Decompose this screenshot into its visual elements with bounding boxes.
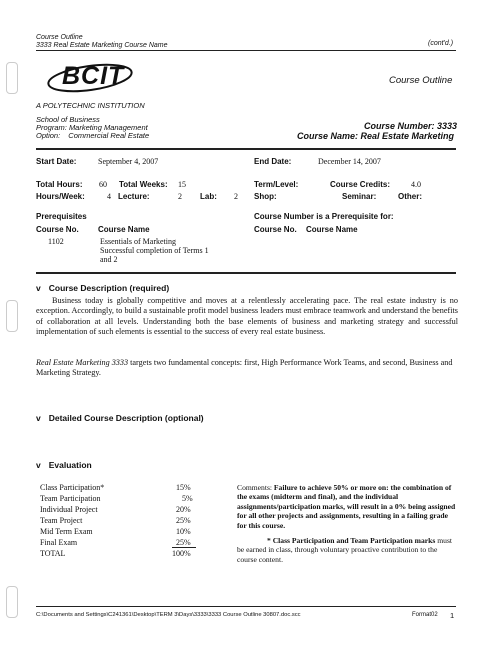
- table-row: [40, 527, 93, 536]
- table-row: [40, 494, 101, 503]
- prereq-for-col-course-name: Course Name: [306, 225, 358, 234]
- info-top-rule: [36, 148, 456, 150]
- eval-pct: 100%: [172, 549, 191, 558]
- eval-pct: 15%: [176, 483, 191, 492]
- course-title-italic: Real Estate Marketing 3333: [36, 358, 129, 367]
- info-bottom-rule: [36, 272, 456, 274]
- evaluation-heading: [36, 460, 92, 470]
- prerequisites-title: Prerequisites: [36, 212, 87, 221]
- option-row: [36, 131, 149, 140]
- course-credits-value: 4.0: [411, 180, 421, 189]
- total-rule: [172, 547, 196, 548]
- prereq-for-col-course-no: Course No.: [254, 225, 297, 234]
- prereq-course-no: 1102: [48, 237, 64, 246]
- table-row: [40, 505, 98, 514]
- table-row: [176, 538, 191, 547]
- comments-text: Failure to achieve 50% or more on: the combination of the exams (midterm and final), and the individual assignments/participation marks, will result in a 0% being assigned for all other projects and assignments, resulting in a failing grade for this course.: [237, 483, 456, 530]
- lecture-value: 2: [178, 192, 182, 201]
- footer-form: Format02: [412, 612, 438, 618]
- footer-rule: [36, 606, 456, 607]
- bullet-v: v: [36, 460, 41, 470]
- prereq-course-name-2: Successful completion of Terms 1: [100, 246, 209, 255]
- page-number: 1: [450, 611, 455, 620]
- running-header-line1: Course Outline: [36, 34, 83, 41]
- table-row: [172, 549, 191, 558]
- lab-label: Lab:: [200, 192, 217, 201]
- hours-week-value: 4: [107, 192, 111, 201]
- table-row: [176, 505, 191, 514]
- eval-label: Mid Term Exam: [40, 527, 93, 536]
- total-weeks-label: Total Weeks:: [119, 180, 168, 189]
- note-lead: * Class Participation and Team Participation marks: [267, 536, 436, 545]
- other-label: Other:: [398, 192, 422, 201]
- binder-hole-middle: [6, 300, 18, 332]
- option-label: Option:: [36, 131, 61, 140]
- description-text: targets two fundamental concepts: first, High Performance Work Teams, and second, Business and Marketing Strategy.: [36, 358, 453, 378]
- logo-tagline: A POLYTECHNIC INSTITUTION: [36, 101, 145, 110]
- seminar-label: Seminar:: [342, 192, 377, 201]
- eval-label: Final Exam: [40, 538, 78, 547]
- eval-pct: 20%: [176, 505, 191, 514]
- eval-pct: 5%: [182, 494, 193, 503]
- logo-wordmark: BCIT: [62, 62, 125, 90]
- table-row: [176, 483, 191, 492]
- start-date-value: September 4, 2007: [98, 157, 159, 166]
- binder-hole-bottom: [6, 586, 18, 618]
- course-name: Course Name: Real Estate Marketing: [297, 131, 455, 141]
- school-name: School of Business: [36, 115, 100, 124]
- course-number: Course Number: 3333: [364, 121, 458, 131]
- prereq-course-name-3: and 2: [100, 255, 118, 264]
- total-hours-label: Total Hours:: [36, 180, 83, 189]
- footer-path: C:\Documents and Settings\C241361\Desktop\TERM 3\Days\3333\3333 Course Outline 30807.doc.scc: [36, 612, 301, 618]
- prereq-for-title: Course Number is a Prerequisite for:: [254, 212, 394, 221]
- course-description-p2: [36, 358, 458, 379]
- total-weeks-value: 15: [178, 180, 186, 189]
- evaluation-comments: [237, 483, 459, 530]
- participation-note: [237, 536, 459, 564]
- eval-label: Individual Project: [40, 505, 98, 514]
- section-title: Course Description (required): [48, 283, 170, 293]
- table-row: [40, 549, 65, 558]
- end-date-value: December 14, 2007: [318, 157, 381, 166]
- eval-label: Team Project: [40, 516, 83, 525]
- start-date-label: Start Date:: [36, 157, 77, 166]
- course-credits-label: Course Credits:: [330, 180, 391, 189]
- document-title: Course Outline: [389, 75, 453, 86]
- prereq-col-course-name: Course Name: [98, 225, 150, 234]
- prereq-course-name-1: Essentials of Marketing: [100, 237, 176, 246]
- table-row: [40, 538, 77, 547]
- eval-label: TOTAL: [40, 549, 66, 558]
- term-level-label: Term/Level:: [254, 180, 299, 189]
- program-label: Program:: [36, 123, 67, 132]
- running-header-right: (cont'd.): [428, 40, 454, 47]
- lab-value: 2: [234, 192, 238, 201]
- eval-label: Class Participation*: [40, 483, 105, 492]
- total-hours-value: 60: [99, 180, 107, 189]
- hours-week-label: Hours/Week:: [36, 192, 85, 201]
- table-row: [40, 483, 104, 492]
- comments-lead: Comments:: [237, 483, 274, 492]
- bcit-logo: [40, 58, 140, 100]
- option-value: Commercial Real Estate: [68, 131, 150, 140]
- table-row: [40, 516, 82, 525]
- eval-pct: 25%: [176, 516, 191, 525]
- note-text: must be earned in class, through voluntary proactive contribution to the course content.: [237, 536, 453, 564]
- lecture-label: Lecture:: [118, 192, 150, 201]
- description-text: Business today is globally competitive and moves at a relentlessly accelerating pace. The real estate industry is no exception. Accordingly, to build a sustainable profit model business leaders must embrace teamwork and understand the benefits of collaboration at all levels. Understanding both the base elements of business and marketing strategy and successful implementation of such elements is essential to the success of every real estate business.: [36, 296, 458, 337]
- course-description-heading: [36, 283, 169, 293]
- table-row: [176, 527, 191, 536]
- detailed-description-heading: [36, 413, 204, 423]
- eval-pct: 25%: [176, 538, 191, 547]
- section-title: Detailed Course Description (optional): [48, 413, 204, 423]
- table-row: [182, 494, 193, 503]
- bullet-v: v: [36, 283, 41, 293]
- bullet-v: v: [36, 413, 41, 423]
- eval-label: Team Participation: [40, 494, 101, 503]
- course-description-p1: [36, 296, 458, 338]
- prereq-col-course-no: Course No.: [36, 225, 79, 234]
- section-title: Evaluation: [48, 460, 92, 470]
- header-rule: [36, 50, 456, 51]
- shop-label: Shop:: [254, 192, 277, 201]
- end-date-label: End Date:: [254, 157, 292, 166]
- running-header-line2: 3333 Real Estate Marketing Course Name: [36, 42, 168, 49]
- program-value: Marketing Management: [68, 123, 148, 132]
- binder-hole-top: [6, 62, 18, 94]
- eval-pct: 10%: [176, 527, 191, 536]
- table-row: [176, 516, 191, 525]
